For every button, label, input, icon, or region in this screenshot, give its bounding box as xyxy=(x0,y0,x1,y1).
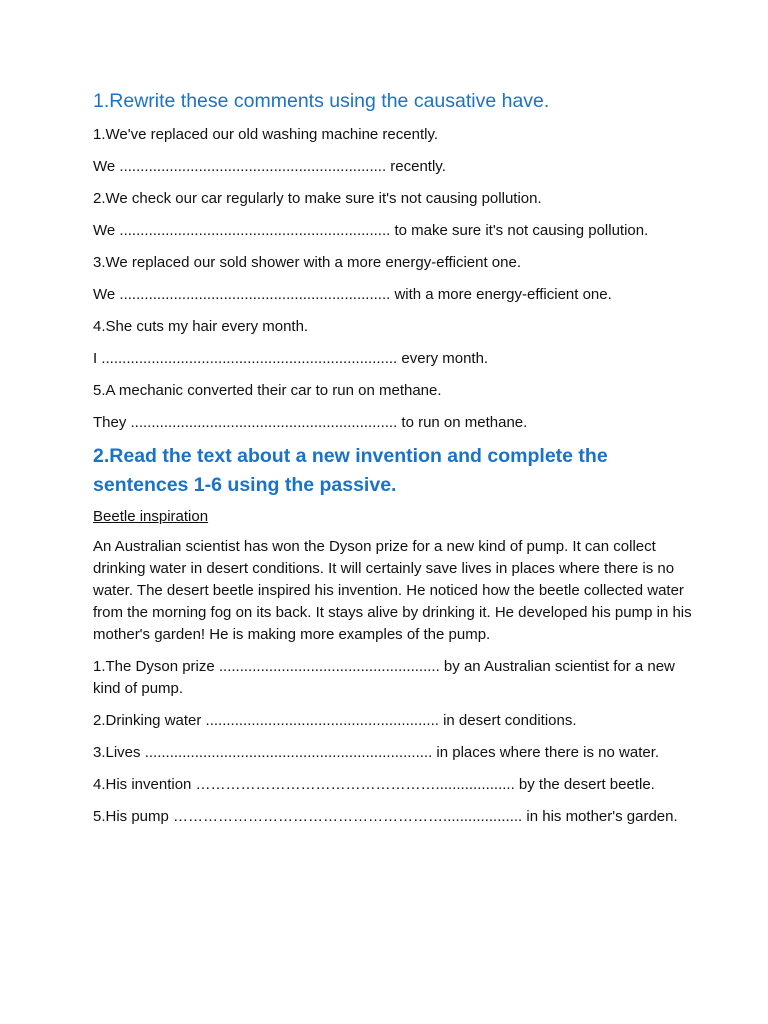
s1-line: We ................................................................ recently. xyxy=(93,158,446,175)
s1-line: 4.She cuts my hair every month. xyxy=(93,318,309,335)
s2-line: 4.His invention …………………………………………................... by the desert beetle. xyxy=(93,776,655,793)
s2-line: 3.Lives ..................................................................... in places where there is no water. xyxy=(93,744,660,761)
s1-line: 3.We replaced our sold shower with a more energy-efficient one. xyxy=(93,254,522,271)
section1-heading: 1.Rewrite these comments using the causative have. xyxy=(93,90,550,112)
s1-line: They ................................................................ to run on methane. xyxy=(93,414,528,431)
s2-line: 5.His pump ………………………………………………................... in his mother's garden. xyxy=(93,808,678,825)
s1-line: We ................................................................. with a more energy-efficient one. xyxy=(93,286,612,303)
s2-line: 1.The Dyson prize ..................................................... by an Australian scientist for a new kind of pump. xyxy=(93,658,675,697)
s1-line: 2.We check our car regularly to make sure it's not causing pollution. xyxy=(93,190,542,207)
section2-paragraph: An Australian scientist has won the Dyson prize for a new kind of pump. It can collect drinking water in desert conditions. It will certainly save lives in places where there is no water. The desert beetle inspired his invention. He noticed how the beetle collected water from the morning fog on its back. It stays alive by drinking it. He developed his pump in his mother's garden! He is making more examples of the pump. xyxy=(93,538,692,643)
section2-subheading: Beetle inspiration xyxy=(93,508,209,525)
s1-line: We ................................................................. to make sure it's not causing pollution. xyxy=(93,222,649,239)
s2-line: 2.Drinking water ........................................................ in desert conditions. xyxy=(93,712,577,729)
s1-line: 5.A mechanic converted their car to run on methane. xyxy=(93,382,442,399)
worksheet-page xyxy=(93,86,693,838)
s1-line: I ....................................................................... every month. xyxy=(93,350,489,367)
section2-heading: 2.Read the text about a new invention and complete the sentences 1-6 using the passive. xyxy=(93,445,608,496)
s1-line: 1.We've replaced our old washing machine recently. xyxy=(93,126,438,143)
